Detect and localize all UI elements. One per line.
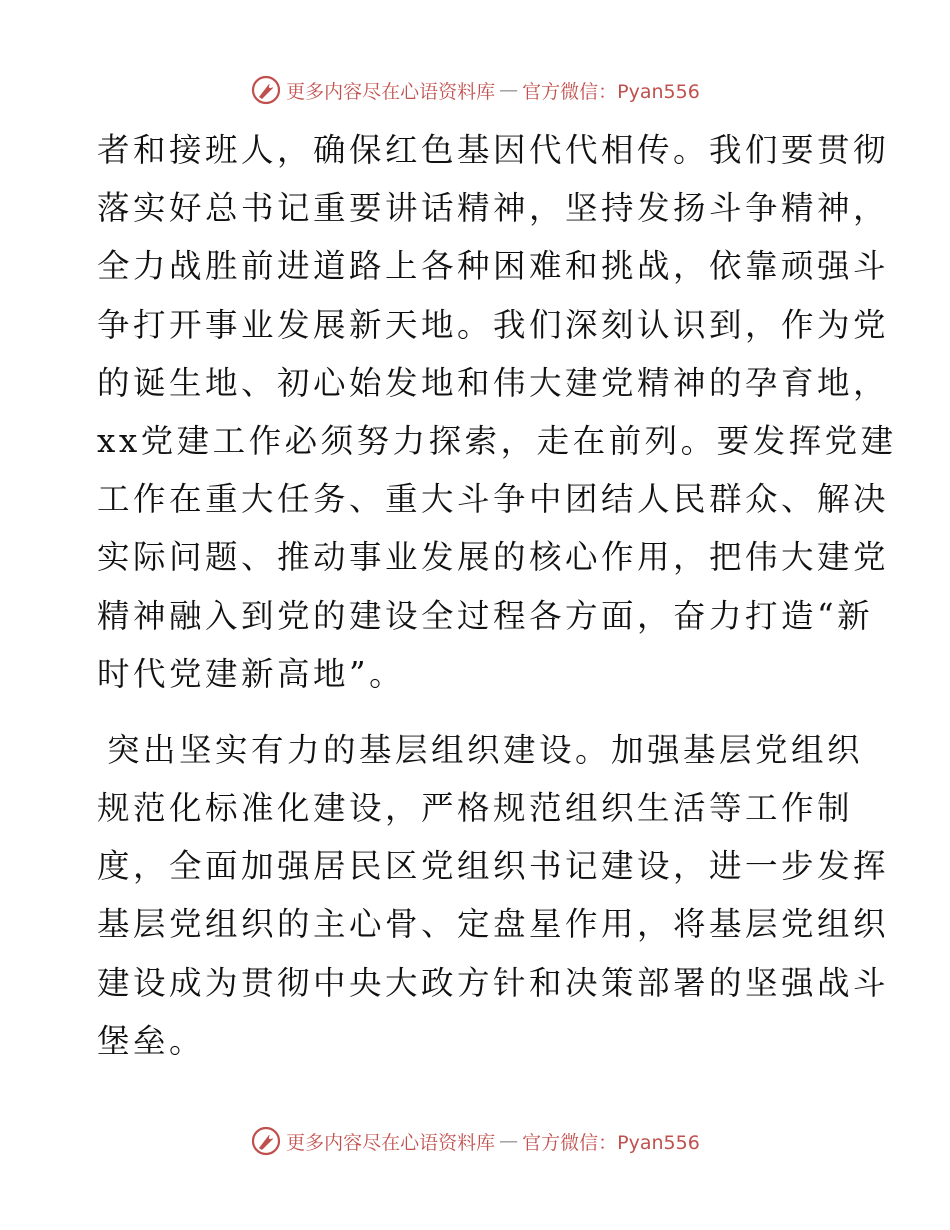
watermark-main-text: 更多内容尽在心语资料库 <box>286 80 496 103</box>
footer-watermark <box>0 1125 950 1157</box>
watermark-main-text: 更多内容尽在心语资料库 <box>286 1131 496 1154</box>
header-watermark <box>0 74 950 106</box>
text-line: 的诞生地、初心始发地和伟大建党精神的孕育地， <box>97 363 890 402</box>
watermark-contact-text: 官方微信：Pyan556 <box>522 80 700 103</box>
text-line: 者和接班人，确保红色基因代代相传。我们要贯彻 <box>97 131 890 169</box>
watermark-contact-text: 官方微信：Pyan556 <box>522 1131 700 1154</box>
pen-nib-logo-icon <box>250 74 282 106</box>
text-line: 堡垒。 <box>97 1021 206 1060</box>
paragraph-1 <box>97 121 897 703</box>
paragraph-2 <box>97 721 890 1070</box>
text-line: 精神融入到党的建设全过程各方面，奋力打造“新 <box>97 596 874 635</box>
text-line: 建设成为贯彻中央大政方针和决策部署的坚强战斗 <box>97 963 890 1002</box>
text-line: 突出坚实有力的基层组织建设。加强基层党组织 <box>107 730 864 769</box>
watermark-separator: — <box>499 1130 519 1152</box>
text-line: xx党建工作必须努力探索，走在前列。要发挥党建 <box>97 421 897 460</box>
text-line: 规范化标准化建设，严格规范组织生活等工作制 <box>97 789 854 828</box>
pen-nib-logo-icon <box>250 1125 282 1157</box>
text-line: 落实好总书记重要讲话精神，坚持发扬斗争精神， <box>97 189 890 228</box>
text-line: 基层党组织的主心骨、定盘星作用，将基层党组织 <box>97 905 890 944</box>
text-line: 争打开事业发展新天地。我们深刻认识到，作为党 <box>97 305 890 344</box>
text-line: 时代党建新高地”。 <box>97 654 406 693</box>
watermark-separator: — <box>499 79 519 101</box>
text-line: 全力战胜前进道路上各种困难和挑战，依靠顽强斗 <box>97 247 890 286</box>
text-line: 实际问题、推动事业发展的核心作用，把伟大建党 <box>97 538 890 577</box>
document-body <box>97 121 897 1070</box>
text-line: 度，全面加强居民区党组织书记建设，进一步发挥 <box>97 847 890 886</box>
text-line: 工作在重大任务、重大斗争中团结人民群众、解决 <box>97 480 890 519</box>
